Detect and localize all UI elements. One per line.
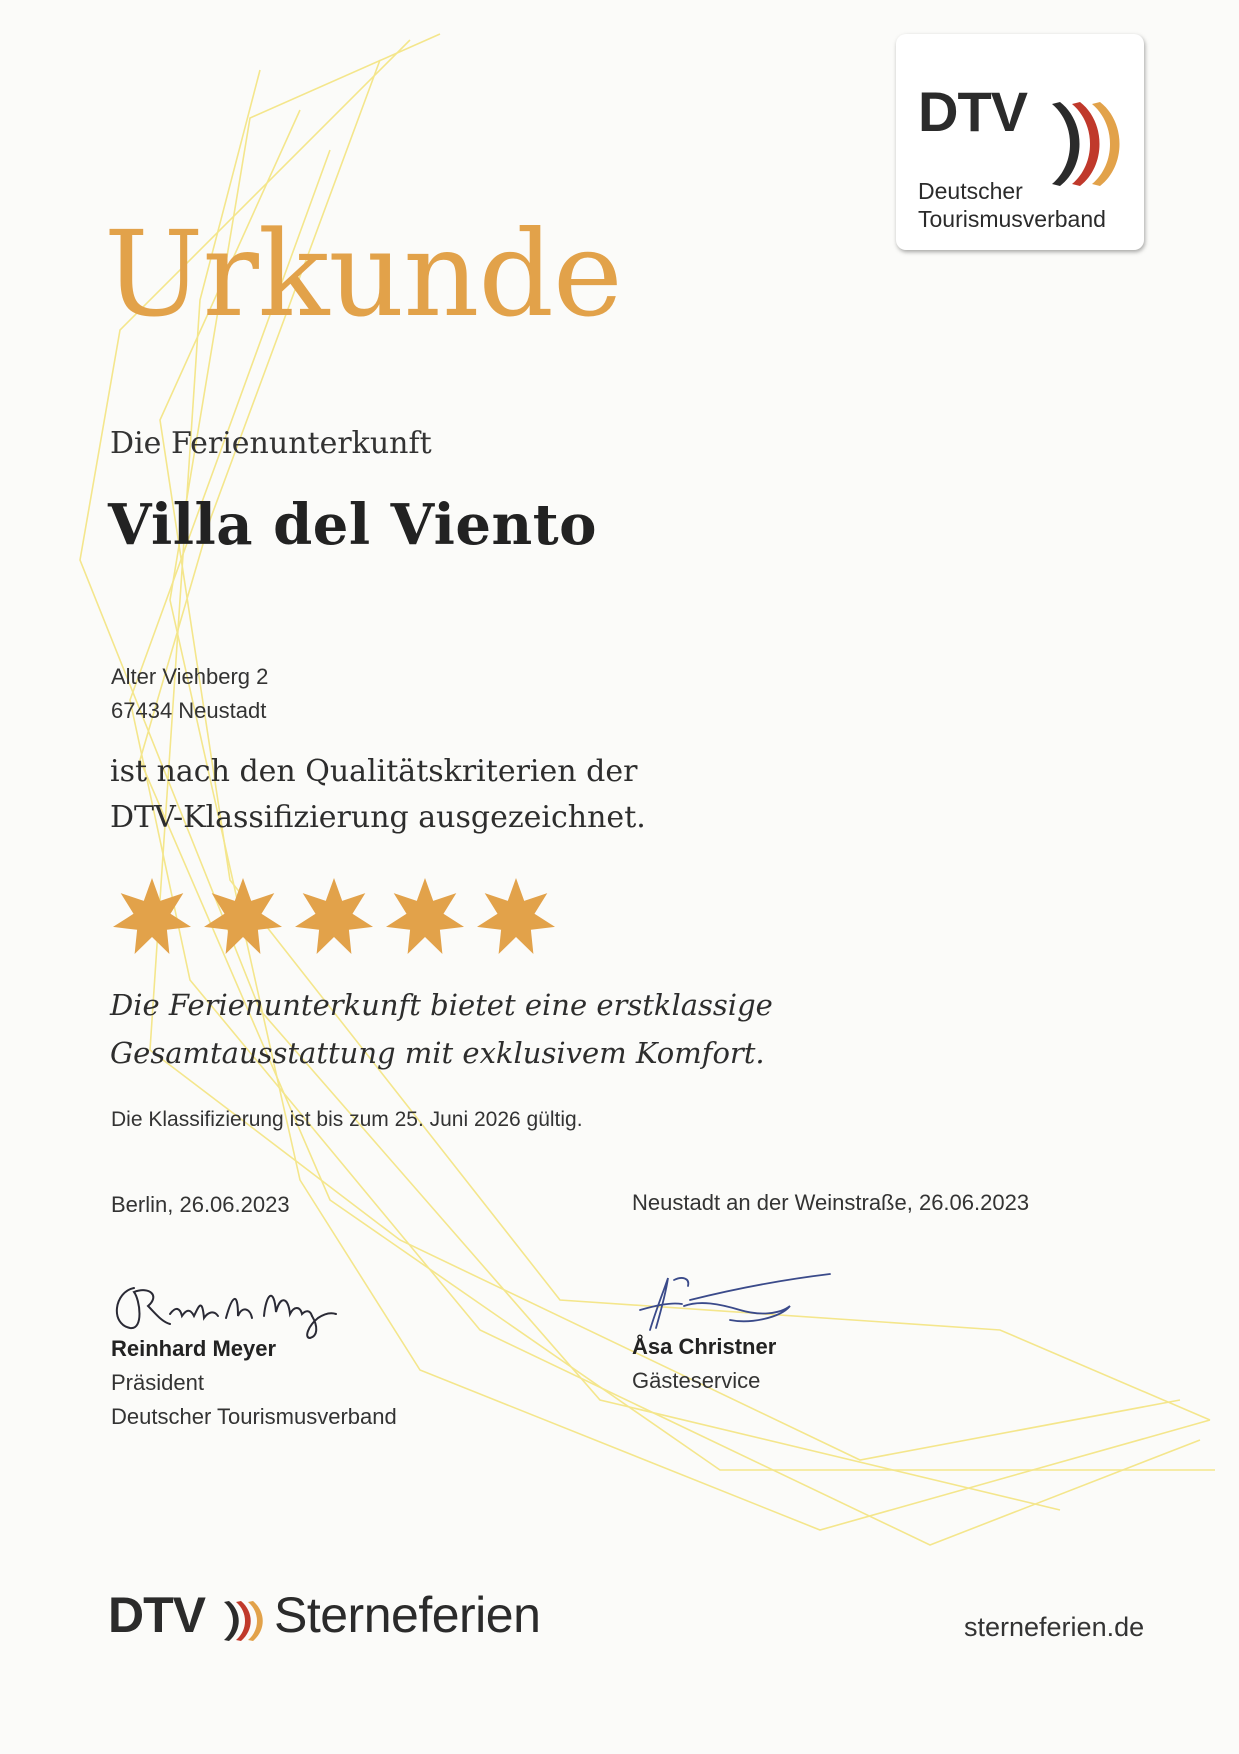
signatory-right-role: Gästeservice [632,1368,761,1393]
signatory-right-name: Åsa Christner [632,1334,777,1359]
description-line-1: Die Ferienunterkunft bietet eine erstklassige [110,988,773,1022]
place-date-left: Berlin, 26.06.2023 [111,1192,290,1217]
criteria-line-1: ist nach den Qualitätskriterien der [110,754,638,789]
property-name: Villa del Viento [108,492,597,558]
footer-url: sterneferien.de [964,1612,1145,1642]
address-street: Alter Viehberg 2 [111,664,269,689]
chevron-triple-icon [1046,96,1126,192]
address-city: 67434 Neustadt [111,698,267,723]
badge-brand-text: DTV [918,80,1027,143]
signature-right [630,1270,850,1340]
place-date-right: Neustadt an der Weinstraße, 26.06.2023 [632,1190,1030,1215]
criteria-line-2: DTV-Klassifizierung ausgezeichnet. [110,800,646,835]
certificate-title: Urkunde [104,205,622,343]
star-icon [477,878,555,954]
badge-line-2: Tourismusverband [918,206,1106,232]
star-icon [204,878,282,954]
chevron-triple-icon [222,1598,268,1644]
badge-line-1: Deutscher [918,178,1023,204]
description-line-2: Gesamtausstattung mit exklusivem Komfort. [110,1036,765,1070]
star-icon [386,878,464,954]
signatory-left-role: Präsident [111,1370,204,1395]
signature-left [104,1266,364,1346]
footer-product-name: Sterneferien [274,1587,541,1643]
footer-brand: DTV [108,1587,205,1643]
validity-text: Die Klassifizierung ist bis zum 25. Juni 2026 gültig. [111,1108,583,1131]
intro-text: Die Ferienunterkunft [110,426,432,461]
star-icon [113,878,191,954]
dtv-logo-badge [896,34,1144,250]
signatory-left-name: Reinhard Meyer [111,1336,277,1361]
star-icon [295,878,373,954]
star-rating [112,876,562,960]
signatory-left-org: Deutscher Tourismusverband [111,1404,397,1429]
